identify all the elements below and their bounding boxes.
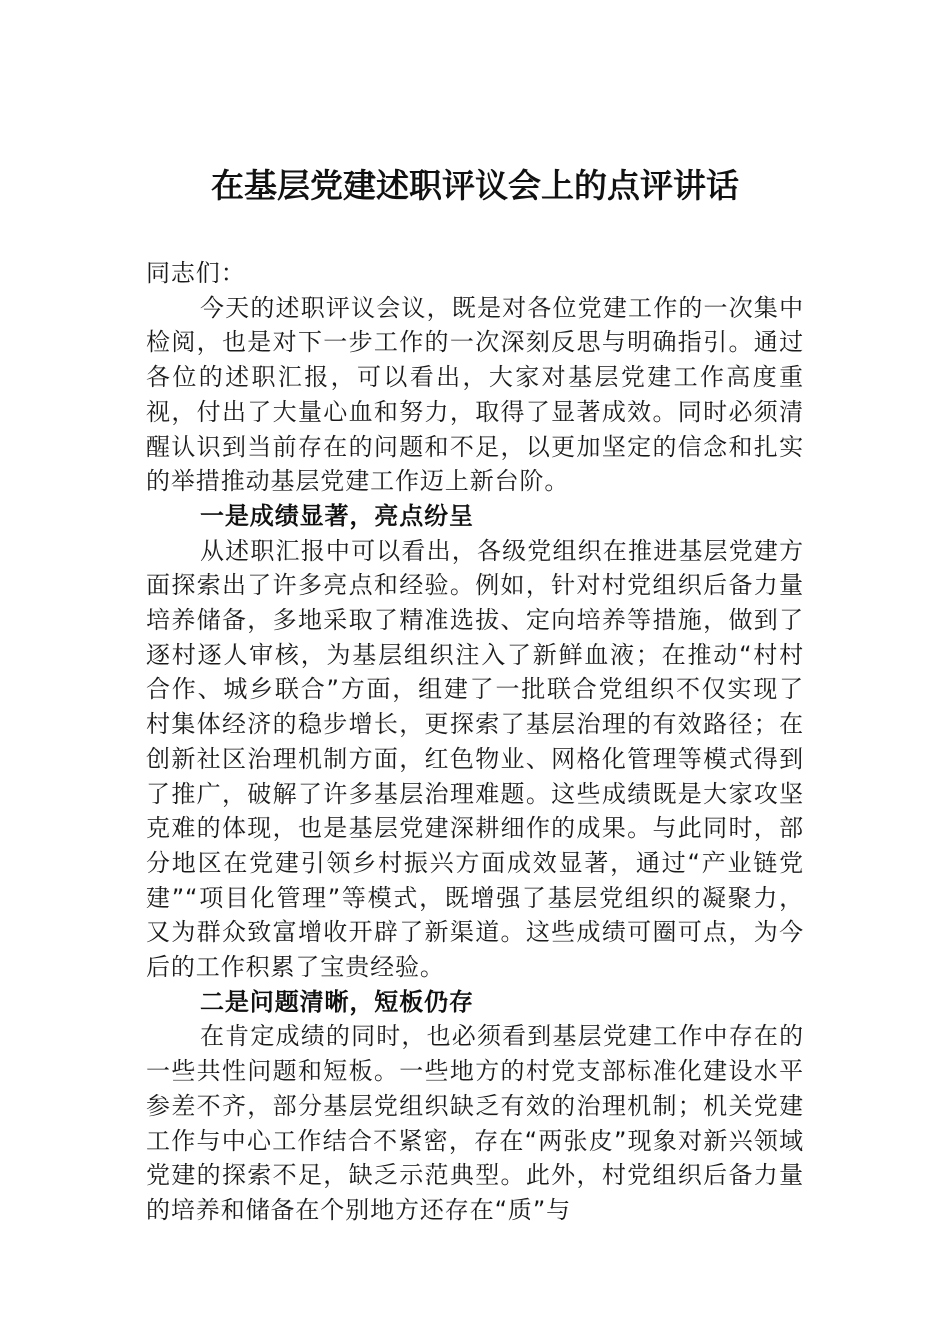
- section-paragraph-1: 从述职汇报中可以看出，各级党组织在推进基层党建方面探索出了许多亮点和经验。例如，针对村党组织后备力量培养储备，多地采取了精准选拔、定向培养等措施，做到了逐村逐人审核，为基层组织注入了新鲜血液；在推动“村村合作、城乡联合”方面，组建了一批联合党组织不仅实现了村集体经济的稳步增长，更探索了基层治理的有效路径；在创新社区治理机制方面，红色物业、网格化管理等模式得到了推广，破解了许多基层治理难题。这些成绩既是大家攻坚克难的体现，也是基层党建深耕细作的成果。与此同时，部分地区在党建引领乡村振兴方面成效显著，通过“产业链党建”“项目化管理”等模式，既增强了基层党组织的凝聚力，又为群众致富增收开辟了新渠道。这些成绩可圈可点，为今后的工作积累了宝贵经验。: [146, 536, 804, 982]
- section-heading-2: 二是问题清晰，短板仍存: [200, 987, 474, 1016]
- document-title: 在基层党建述职评议会上的点评讲话: [211, 166, 739, 205]
- intro-paragraph: 今天的述职评议会议，既是对各位党建工作的一次集中检阅，也是对下一步工作的一次深刻反思与明确指引。通过各位的述职汇报，可以看出，大家对基层党建工作高度重视，付出了大量心血和努力，取得了显著成效。同时必须清醒认识到当前存在的问题和不足，以更加坚定的信念和扎实的举措推动基层党建工作迈上新台阶。: [146, 293, 804, 496]
- document-body: [146, 256, 804, 1228]
- salutation: 同志们：: [146, 259, 246, 287]
- section-heading-1: 一是成绩显著，亮点纷呈: [200, 501, 474, 530]
- section-paragraph-2: 在肯定成绩的同时，也必须看到基层党建工作中存在的一些共性问题和短板。一些地方的村党支部标准化建设水平参差不齐，部分基层党组织缺乏有效的治理机制；机关党建工作与中心工作结合不紧密，存在“两张皮”现象对新兴领域党建的探索不足，缺乏示范典型。此外，村党组织后备力量的培养和储备在个别地方还存在“质”与: [146, 1022, 804, 1224]
